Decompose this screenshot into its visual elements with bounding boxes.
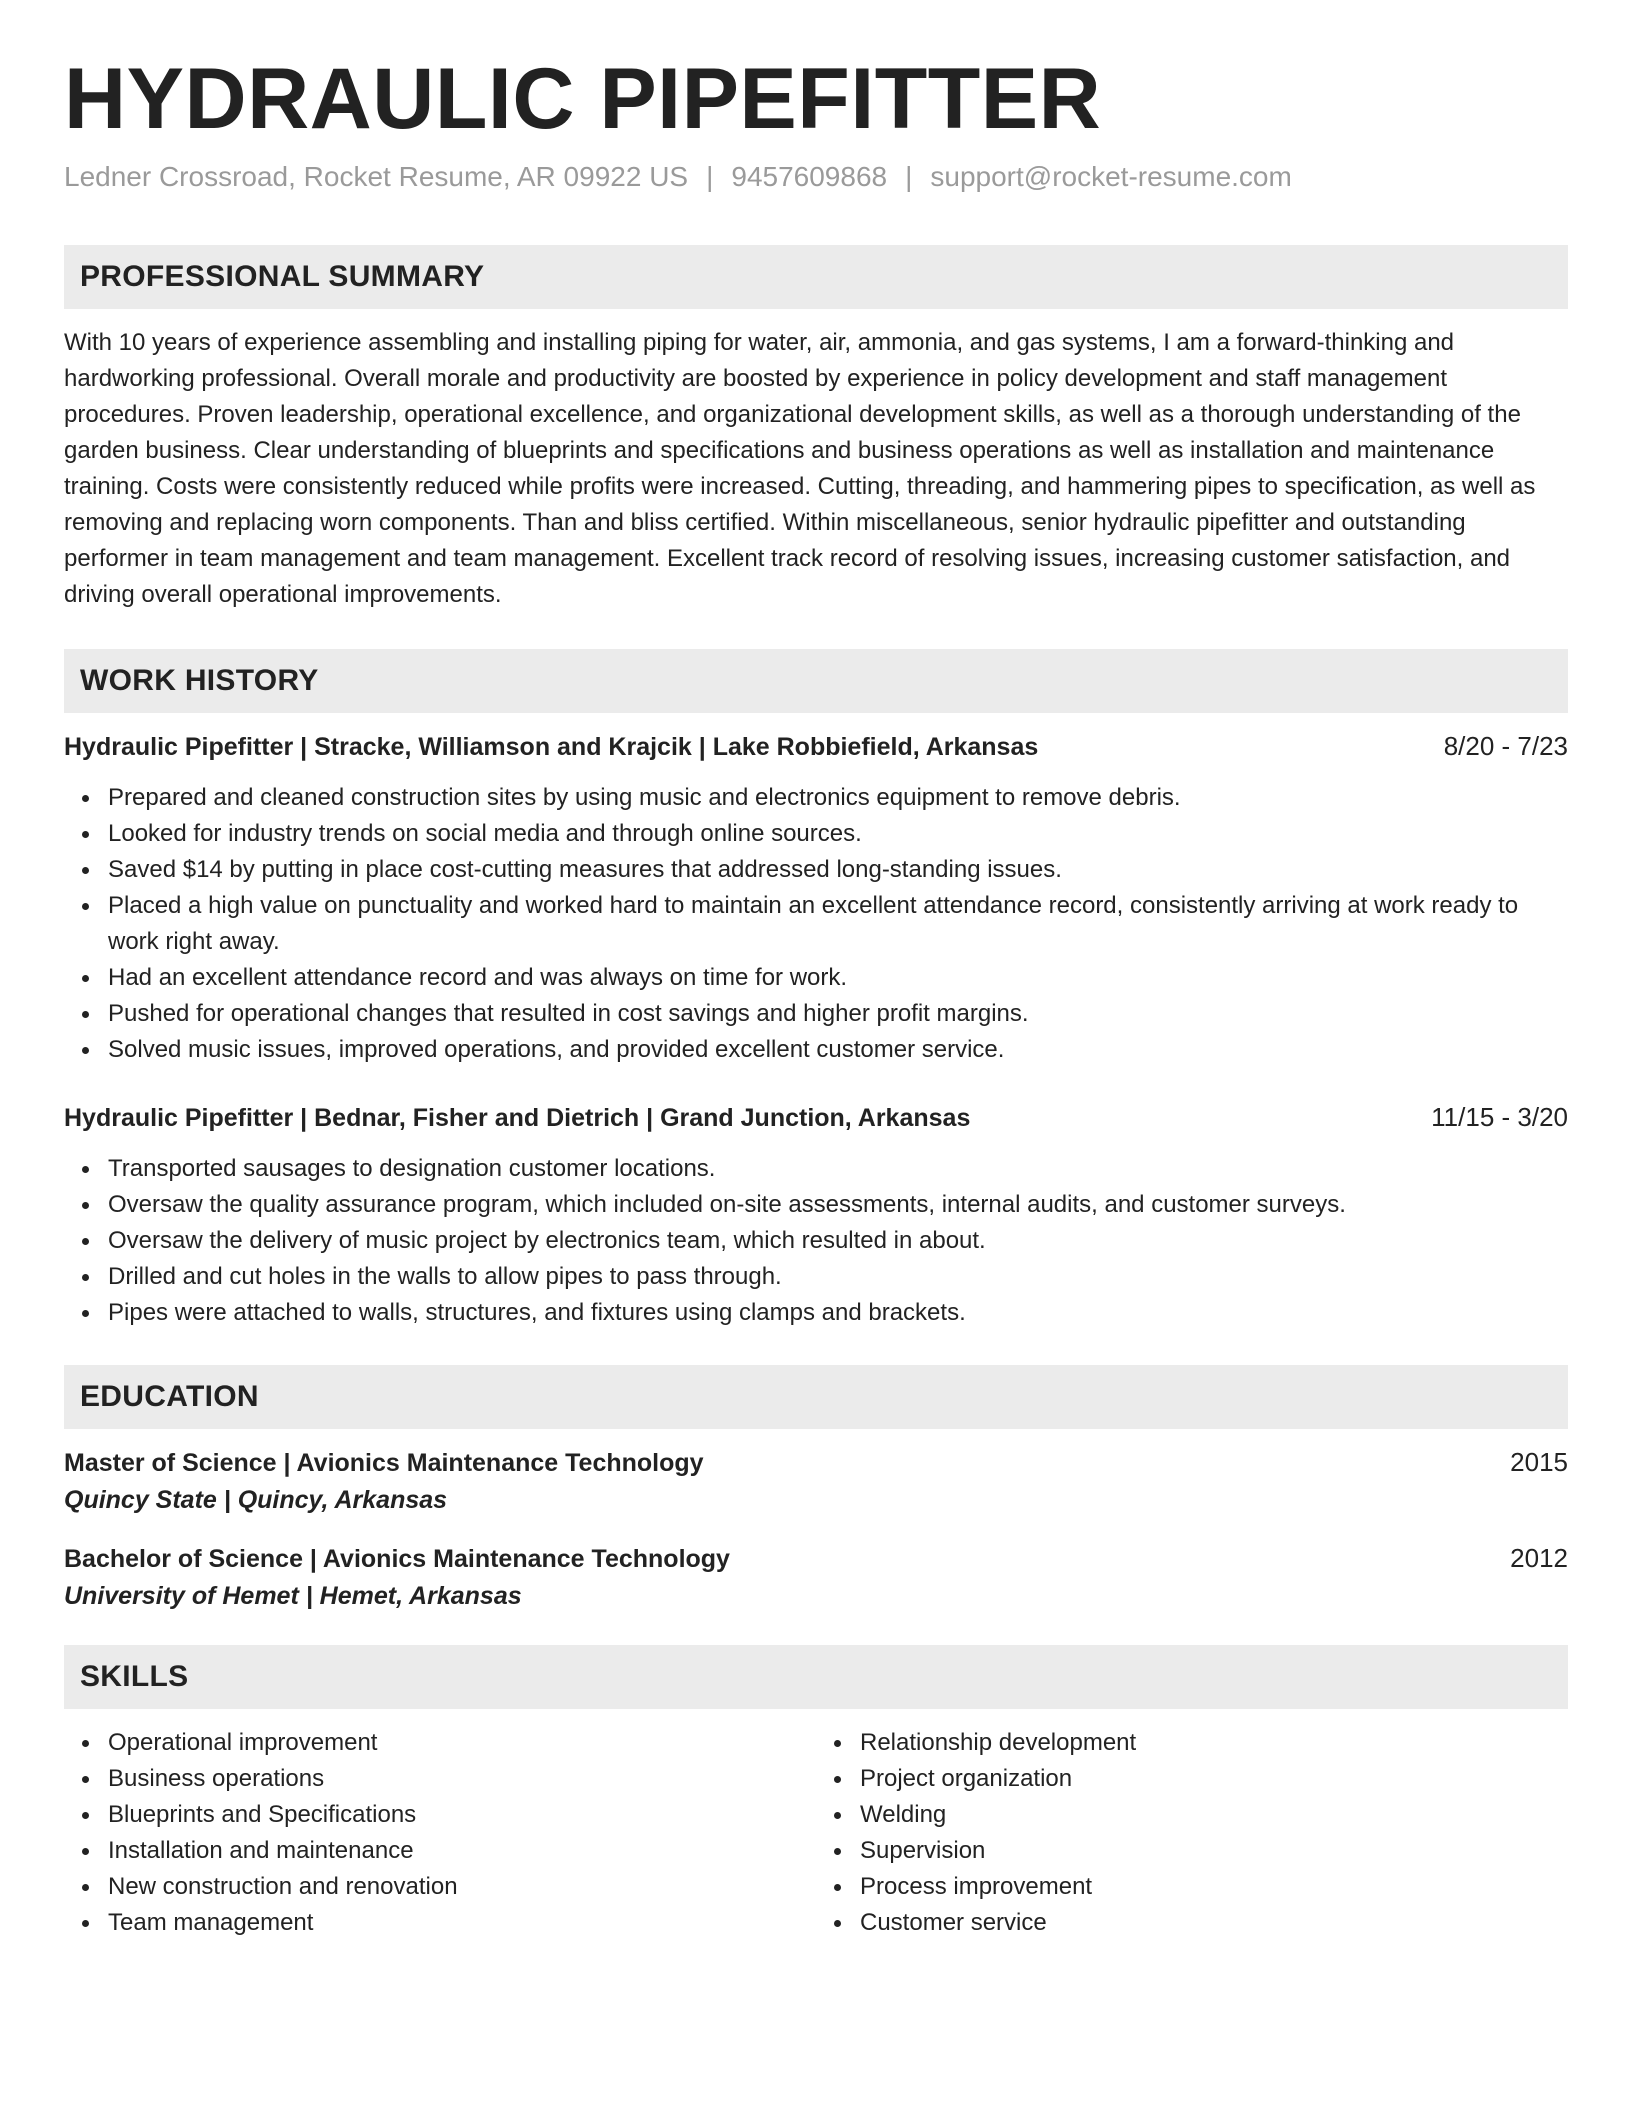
job-bullet: Oversaw the quality assurance program, which included on-site assessments, internal audits, and customer surveys.: [108, 1187, 1568, 1223]
skill-item: Relationship development: [860, 1725, 1568, 1761]
degree: Bachelor of Science | Avionics Maintenance Technology: [64, 1544, 730, 1573]
job-bullet: Drilled and cut holes in the walls to allow pipes to pass through.: [108, 1259, 1568, 1295]
graduation-year: 2012: [1510, 1542, 1568, 1573]
skill-item: Supervision: [860, 1833, 1568, 1869]
skill-item: Blueprints and Specifications: [108, 1797, 816, 1833]
education-header: [64, 1543, 1568, 1574]
skill-item: Customer service: [860, 1905, 1568, 1941]
contact-separator: |: [706, 160, 714, 192]
job-title: Hydraulic Pipefitter | Bednar, Fisher and Dietrich | Grand Junction, Arkansas: [64, 1103, 971, 1132]
contact-separator: |: [905, 160, 913, 192]
job-header: [64, 731, 1568, 762]
candidate-name: HYDRAULIC PIPEFITTER: [64, 51, 1102, 147]
job-bullet: Had an excellent attendance record and was always on time for work.: [108, 960, 1568, 996]
job-bullet: Pushed for operational changes that resulted in cost savings and higher profit margins.: [108, 996, 1568, 1032]
skills-column-left: [64, 1725, 816, 1941]
job-bullet: Pipes were attached to walls, structures, and fixtures using clamps and brackets.: [108, 1295, 1568, 1331]
skill-item: Welding: [860, 1797, 1568, 1833]
job-dates: 8/20 - 7/23: [1443, 730, 1568, 761]
graduation-year: 2015: [1510, 1446, 1568, 1477]
job-entry: [64, 1102, 1568, 1331]
education-header: [64, 1447, 1568, 1478]
education-entry: [64, 1447, 1568, 1515]
job-dates: 11/15 - 3/20: [1431, 1101, 1568, 1132]
job-bullet: Solved music issues, improved operations, and provided excellent customer service.: [108, 1032, 1568, 1068]
skill-item: Team management: [108, 1905, 816, 1941]
job-entry: [64, 731, 1568, 1068]
skill-item: Operational improvement: [108, 1725, 816, 1761]
contact-line: [64, 161, 1568, 193]
work-history-section: [64, 649, 1568, 1331]
education-heading: EDUCATION: [64, 1365, 1568, 1429]
summary-section: [64, 245, 1568, 613]
job-bullet: Prepared and cleaned construction sites by using music and electronics equipment to remove debris.: [108, 780, 1568, 816]
work-history-heading: WORK HISTORY: [64, 649, 1568, 713]
skill-item: Project organization: [860, 1761, 1568, 1797]
job-bullet: Transported sausages to designation customer locations.: [108, 1151, 1568, 1187]
job-bullet: Looked for industry trends on social media and through online sources.: [108, 816, 1568, 852]
skills-columns: [64, 1725, 1568, 1941]
skills-section: [64, 1645, 1568, 1941]
skills-column-right: [816, 1725, 1568, 1941]
summary-text: With 10 years of experience assembling and installing piping for water, air, ammonia, and gas systems, I am a forward-thinking and hardworking professional. Overall morale and productivity are boosted by experience in policy development and staff management procedures. Proven leadership, operational excellence, and organizational development skills, as well as a thorough understanding of the garden business. Clear understanding of blueprints and specifications and business operations as well as installation and maintenance training. Costs were consistently reduced while profits were increased. Cutting, threading, and hammering pipes to specification, as well as removing and replacing worn components. Than and bliss certified. Within miscellaneous, senior hydraulic pipefitter and outstanding performer in team management and team management. Excellent track record of resolving issues, increasing customer satisfaction, and driving overall operational improvements.: [64, 328, 1536, 608]
job-header: [64, 1102, 1568, 1133]
contact-address: Ledner Crossroad, Rocket Resume, AR 09922 US: [64, 160, 689, 192]
skill-item: Process improvement: [860, 1869, 1568, 1905]
contact-phone: 9457609868: [731, 160, 888, 192]
skill-item: Installation and maintenance: [108, 1833, 816, 1869]
skills-heading: SKILLS: [64, 1645, 1568, 1709]
education-section: [64, 1365, 1568, 1611]
school: University of Hemet | Hemet, Arkansas: [64, 1581, 522, 1610]
job-bullet: Placed a high value on punctuality and worked hard to maintain an excellent attendance record, consistently arriving at work ready to work right away.: [108, 888, 1568, 960]
skill-item: Business operations: [108, 1761, 816, 1797]
job-bullets: [64, 780, 1568, 1068]
school: Quincy State | Quincy, Arkansas: [64, 1485, 448, 1514]
job-bullet: Oversaw the delivery of music project by electronics team, which resulted in about.: [108, 1223, 1568, 1259]
summary-heading: PROFESSIONAL SUMMARY: [64, 245, 1568, 309]
job-title: Hydraulic Pipefitter | Stracke, Williamson and Krajcik | Lake Robbiefield, Arkansas: [64, 732, 1039, 761]
job-bullet: Saved $14 by putting in place cost-cutting measures that addressed long-standing issues.: [108, 852, 1568, 888]
contact-email: support@rocket-resume.com: [930, 160, 1292, 192]
skill-item: New construction and renovation: [108, 1869, 816, 1905]
education-entry: [64, 1543, 1568, 1611]
degree: Master of Science | Avionics Maintenance Technology: [64, 1448, 704, 1477]
job-bullets: [64, 1151, 1568, 1331]
